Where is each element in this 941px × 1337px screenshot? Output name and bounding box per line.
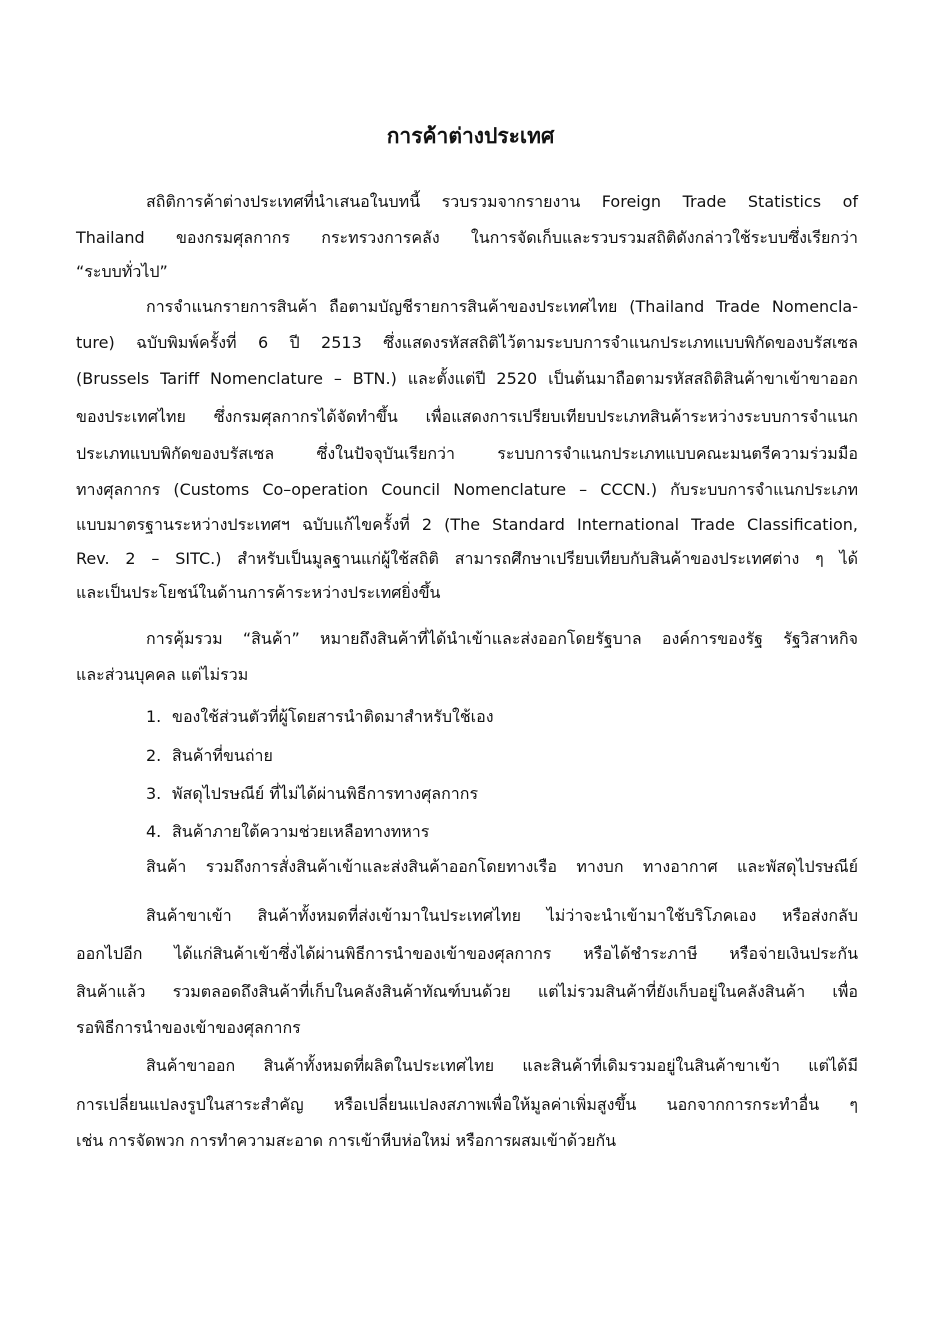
- paragraph-2-line-7: แบบมาตรฐานระหว่างประเทศฯ ฉบับแก้ไขครั้งที่ 2 (The Standard International Trade Classification,: [76, 515, 858, 534]
- paragraph-2-line-6: ทางศุลกากร (Customs Co–operation Council Nomenclature – CCCN.) กับระบบการจำแนกประเภท: [76, 480, 858, 499]
- page-title: การค้าต่างประเทศ: [386, 124, 555, 148]
- paragraph-2-line-4: ของประเทศไทย ซึ่งกรมศุลกากรได้จัดทำขึ้น เพื่อแสดงการเปรียบเทียบประเภทสินค้าระหว่างระบบการจำแนก: [76, 407, 858, 426]
- list-item: [146, 706, 494, 728]
- paragraph-1-line-1: สถิติการค้าต่างประเทศที่นำเสนอในบทนี้ รวบรวมจากรายงาน Foreign Trade Statistics of: [146, 192, 858, 211]
- list-item-text: สินค้าภายใต้ความช่วยเหลือทางทหาร: [172, 822, 430, 841]
- paragraph-1-line-3: “ระบบทั่วไป”: [76, 262, 168, 281]
- paragraph-5-line-2: ออกไปอีก ได้แก่สินค้าเข้าซึ่งได้ผ่านพิธีการนำของเข้าของศุลกากร หรือได้ชำระภาษี หรือจ่ายเงินประกัน: [76, 944, 858, 963]
- paragraph-3-line-1: การคุ้มรวม “สินค้า” หมายถึงสินค้าที่ได้นำเข้าและส่งออกโดยรัฐบาล องค์การของรัฐ รัฐวิสาหกิจ: [146, 629, 858, 648]
- paragraph-4-line-1: สินค้า รวมถึงการสั่งสินค้าเข้าและส่งสินค้าออกโดยทางเรือ ทางบก ทางอากาศ และพัสดุไปรษณีย์: [146, 857, 858, 876]
- list-item-text: พัสดุไปรษณีย์ ที่ไม่ได้ผ่านพิธีการทางศุลกากร: [172, 784, 479, 803]
- paragraph-2-line-8: Rev. 2 – SITC.) สำหรับเป็นมูลฐานแก่ผู้ใช้สถิติ สามารถศึกษาเปรียบเทียบกับสินค้าของประเทศต่าง ๆ ได้: [76, 549, 858, 568]
- list-item-number: 1.: [146, 707, 162, 726]
- paragraph-6-line-2: การเปลี่ยนแปลงรูปในสาระสำคัญ หรือเปลี่ยนแปลงสภาพเพื่อให้มูลค่าเพิ่มสูงขึ้น นอกจากการกระทำอื่น ๆ: [76, 1095, 858, 1114]
- list-item-number: 3.: [146, 784, 162, 803]
- paragraph-5-line-4: รอพิธีการนำของเข้าของศุลกากร: [76, 1018, 301, 1037]
- paragraph-2-line-2: ture) ฉบับพิมพ์ครั้งที่ 6 ปี 2513 ซึ่งแสดงรหัสสถิติไว้ตามระบบการจำแนกประเภทแบบพิกัดของบรัสเซล: [76, 333, 858, 352]
- list-item: [146, 821, 429, 843]
- paragraph-2-line-5: ประเภทแบบพิกัดของบรัสเซล ซึ่งในปัจจุบันเรียกว่า ระบบการจำแนกประเภทแบบคณะมนตรีความร่วมมือ: [76, 444, 858, 463]
- list-item-number: 2.: [146, 746, 162, 765]
- paragraph-6-line-3: เช่น การจัดพวก การทำความสะอาด การเข้าหีบห่อใหม่ หรือการผสมเข้าด้วยกัน: [76, 1131, 617, 1150]
- paragraph-2-line-1: การจำแนกรายการสินค้า ถือตามบัญชีรายการสินค้าของประเทศไทย (Thailand Trade Nomencla-: [146, 297, 858, 316]
- paragraph-1-line-2: Thailand ของกรมศุลกากร กระทรวงการคลัง ในการจัดเก็บและรวบรวมสถิติดังกล่าวใช้ระบบซึ่งเรียกว่า: [76, 228, 858, 247]
- list-item: [146, 783, 478, 805]
- paragraph-5-line-1: สินค้าขาเข้า สินค้าทั้งหมดที่ส่งเข้ามาในประเทศไทย ไม่ว่าจะนำเข้ามาใช้บริโภคเอง หรือส่งกลับ: [146, 906, 858, 925]
- list-item: [146, 745, 273, 767]
- paragraph-5-line-3: สินค้าแล้ว รวมตลอดถึงสินค้าที่เก็บในคลังสินค้าทัณฑ์บนด้วย แต่ไม่รวมสินค้าที่ยังเก็บอยู่ในคลังสินค้า เพื่อ: [76, 982, 858, 1001]
- list-item-number: 4.: [146, 822, 162, 841]
- paragraph-2-line-9: และเป็นประโยชน์ในด้านการค้าระหว่างประเทศยิ่งขึ้น: [76, 583, 441, 602]
- list-item-text: สินค้าที่ขนถ่าย: [172, 746, 273, 765]
- paragraph-3-line-2: และส่วนบุคคล แต่ไม่รวม: [76, 665, 249, 684]
- paragraph-2-line-3: (Brussels Tariff Nomenclature – BTN.) และตั้งแต่ปี 2520 เป็นต้นมาถือตามรหัสสถิติสินค้าขาเข้าขาออก: [76, 369, 858, 388]
- paragraph-6-line-1: สินค้าขาออก สินค้าทั้งหมดที่ผลิตในประเทศไทย และสินค้าที่เดิมรวมอยู่ในสินค้าขาเข้า แต่ได้มี: [146, 1056, 858, 1075]
- list-item-text: ของใช้ส่วนตัวที่ผู้โดยสารนำติดมาสำหรับใช้เอง: [172, 707, 494, 726]
